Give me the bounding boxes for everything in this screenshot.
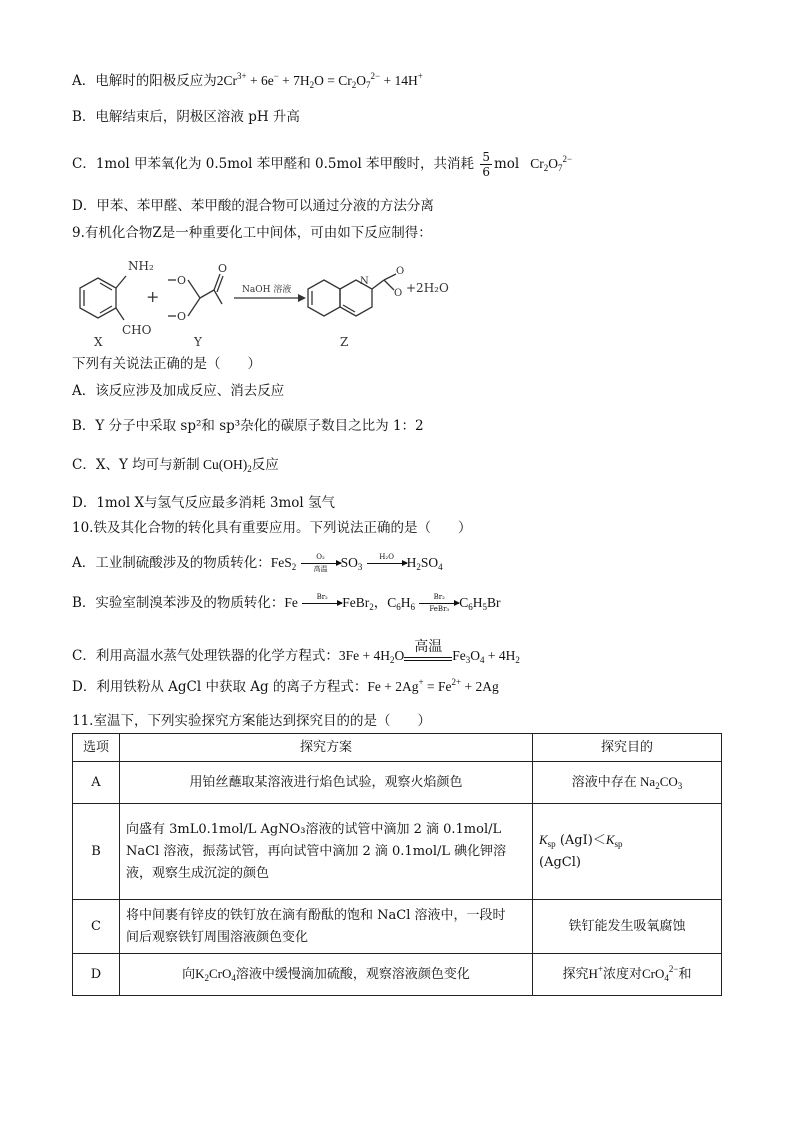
table-row: B 向盛有 3mL0.1mol/L AgNO₃溶液的试管中滴加 2 滴 0.1mol/L NaCl 溶液，振荡试管，再向试管中滴加 2 滴 0.1mol/L 碘化钾溶 液，观察生成沉淀的颜色 $K_{sp}$ $(AgI)<K_{sp}$ (AgCl)	[73, 804, 722, 900]
q9-stem: 9.有机化合物Z是一种重要化工中间体，可由如下反应制得：	[72, 225, 432, 241]
q10-option-d: D．利用铁粉从 AgCl 中获取 Ag 的离子方程式：$Fe + 2Ag^+ = Fe^{2+} + 2Ag$	[72, 677, 499, 695]
table-header-row	[73, 734, 722, 762]
table-row: C 将中间裹有锌皮的铁钉放在滴有酚酞的饱和 NaCl 溶液中，一段时 间后观察铁钉周围溶液颜色变化 铁钉能发生吸氧腐蚀	[73, 900, 722, 954]
svg-text:O: O	[394, 288, 403, 299]
q10-option-c: C．利用高温水蒸气处理铁器的化学方程式：$3Fe + 4H_2O$ 高温 $Fe_3O_4 + 4H_2$	[72, 639, 520, 665]
q8-option-a: A．电解时的阳极反应为$2Cr^{3+} + 6e^- + 7H_2O = Cr_2O_7^{2-} + 14H^+$	[72, 71, 423, 90]
svg-text:O: O	[177, 274, 187, 287]
compound-z-structure	[308, 274, 396, 316]
header-goal: 探究目的	[533, 734, 722, 762]
fraction: $\frac{5}{6}$	[482, 150, 490, 179]
svg-text:N: N	[360, 276, 369, 287]
reaction-arrow: H₂O	[367, 555, 407, 573]
q8-option-c: C．1mol 甲苯氧化为 0.5mol 苯甲醛和 0.5mol 苯甲酸时，共消耗 $\frac{5}{6}$ mol $Cr_2O_7^{2-}$	[72, 150, 573, 179]
q10-stem: 10.铁及其化合物的转化具有重要应用。下列说法正确的是（ ）	[72, 520, 472, 536]
compound-x-label: X	[94, 335, 103, 349]
condition-arrow: 高温	[404, 642, 452, 666]
q10-option-a: A．工业制硫酸涉及的物质转化：FeS$_2$ O₂ 高温 $SO_3$ H₂O $H_2SO_4$	[72, 552, 443, 573]
header-option: 选项	[73, 734, 120, 762]
reaction-arrow: Br₂ FeBr₃	[419, 595, 459, 613]
compound-z-label: Z	[340, 335, 349, 349]
q9-option-b: B．Y 分子中采取 sp²和 sp³杂化的碳原子数目之比为 1：2	[72, 418, 424, 434]
compound-y-label: Y	[194, 335, 202, 349]
svg-text:O: O	[177, 310, 187, 323]
water-label: +2H₂O	[406, 281, 449, 295]
reaction-arrow: O₂ 高温	[301, 555, 341, 573]
plus-sign: +	[146, 287, 160, 306]
q10-option-b: B．实验室制溴苯涉及的物质转化：Fe Br₂ FeBr$_2$，$C_6H_6$ Br₂ FeBr₃ $C_6H_5Br$	[72, 592, 501, 613]
table-row: A 用铂丝蘸取某溶液进行焰色试验，观察火焰颜色 溶液中存在 $Na_2CO_3$	[73, 762, 722, 804]
nh2-label: NH₂	[128, 259, 154, 273]
reagent-label: NaOH 溶液	[242, 285, 292, 295]
q8-option-d: D．甲苯、苯甲醛、苯甲酸的混合物可以通过分液的方法分离	[72, 198, 434, 214]
reaction-arrow: Br₂	[302, 595, 342, 613]
compound-x-structure	[80, 276, 126, 320]
table-row: D 向$K_2CrO_4$溶液中缓慢滴加硫酸，观察溶液颜色变化 探究H+浓度对CrO$_4^{2-}$和	[73, 954, 722, 996]
q11-stem: 11.室温下，下列实验探究方案能达到探究目的的是（ ）	[72, 713, 431, 729]
experiment-table	[72, 733, 722, 996]
q9-question: 下列有关说法正确的是（ ）	[72, 356, 261, 372]
header-plan: 探究方案	[120, 734, 533, 762]
q9-option-d: D．1mol X与氢气反应最多消耗 3mol 氢气	[72, 495, 335, 511]
q9-option-c: C．X、Y 均可与新制 $Cu(OH)_2$反应	[72, 457, 279, 474]
cho-label: CHO	[122, 323, 152, 337]
reaction-scheme	[72, 250, 449, 350]
svg-text:O: O	[396, 266, 405, 277]
q8-option-b: B．电解结束后，阴极区溶液 pH 升高	[72, 109, 300, 125]
svg-text:O: O	[218, 262, 228, 275]
q9-option-a: A．该反应涉及加成反应、消去反应	[72, 383, 285, 399]
